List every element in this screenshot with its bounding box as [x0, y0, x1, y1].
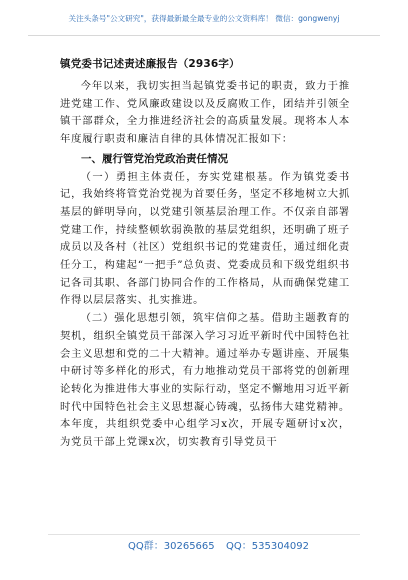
paragraph-1: （一）勇担主体责任，夯实党建根基。作为镇党委书记，我始终将管党治党视为首要任务，坚定不移地树立大抓基层的鲜明导向，以党建引领基层治理工作。不仅亲自部署党建工作，持续整顿软弱涣散的基层党组织，还明确了班子成员以及各村（社区）党组织书记的党建责任，通过细化责任分工，构建起“一把手”总负责、党委成员和下级党组织书记各司其职、各部门协同合作的工作格局，从而确保党建工作得以层层落实、扎实推进。 — [60, 170, 350, 307]
section-heading-1: 一、履行管党治党政治责任情况 — [81, 152, 228, 165]
top-banner: 关注头条号"公文研究"，获得最新最全最专业的公文资料库！ 微信：gongwenyj — [68, 14, 340, 23]
footer-divider — [48, 534, 360, 535]
banner-divider — [28, 35, 380, 36]
intro-paragraph: 今年以来，我切实担当起镇党委书记的职责，致力于推进党建工作、党风廉政建设以及反腐败工作，团结并引领全镇干部群众，全力推进经济社会的高质量发展。现将本人本年度履行职责和廉洁自律的具体情况汇报如下： — [60, 80, 350, 146]
footer — [0, 537, 408, 557]
document-body — [60, 78, 350, 452]
document-title: 镇党委书记述责述廉报告（2936字） — [60, 58, 240, 70]
qq-contact-label: QQ：535304092 — [226, 541, 310, 552]
paragraph-2: （二）强化思想引领，筑牢信仰之基。借助主题教育的契机，组织全镇党员干部深入学习习近平新时代中国特色社会主义思想和党的二十大精神。通过举办专题讲座、开展集中研讨等多样化的形式，有力地推动党员干部将党的创新理论转化为推进伟大事业的实际行动，坚定不懈地用习近平新时代中国特色社会主义思想凝心铸魂，弘扬伟大建党精神。本年度，共组织党委中心组学习x次，开展专题研讨x次，为党员干部上党课x次，切实教育引导党员干 — [60, 312, 350, 449]
qq-group-label: QQ群：30265665 — [128, 541, 215, 552]
document-page — [60, 44, 350, 452]
